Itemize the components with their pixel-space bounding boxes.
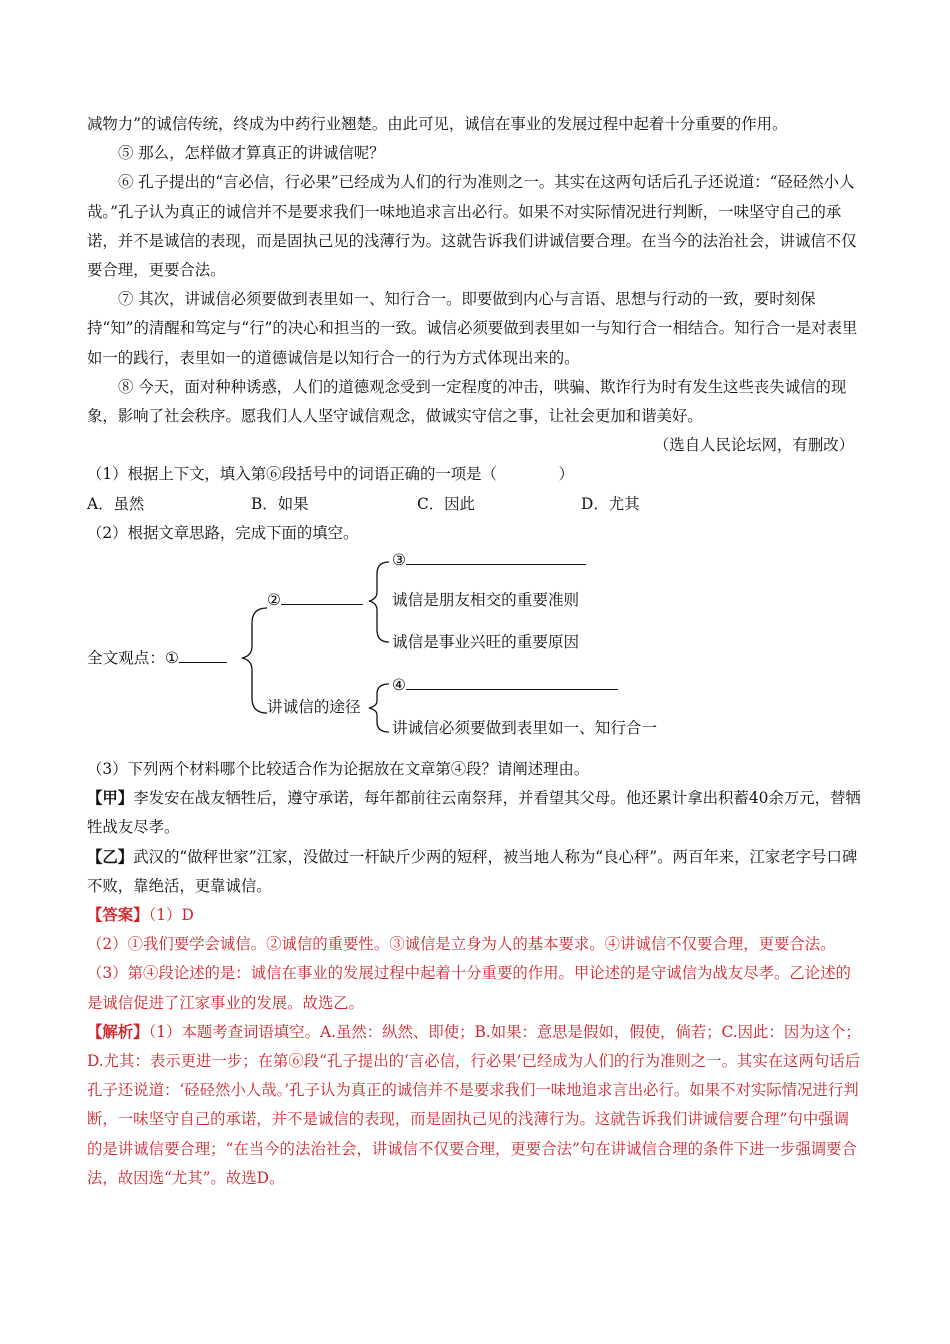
root-label: 全文观点：① <box>87 649 179 668</box>
material-yi-text: 武汉的“做秤世家”江家，没做过一杆缺斤少两的短秤，被当地人称为“良心秤”。两百年来，江家老字号口碑不败，靠绝活，更靠诚信。 <box>87 847 858 895</box>
leaf-3-label: ③ <box>392 551 406 570</box>
material-yi-tag: 【乙】 <box>87 847 134 866</box>
passage-paragraph-5: ⑤ 那么，怎样做才算真正的讲诚信呢？ <box>118 144 385 163</box>
material-jia-tag: 【甲】 <box>87 789 134 808</box>
importance-brace <box>369 562 389 642</box>
analysis-text: （1）本题考查词语填空。A.虽然：纵然、即使；B.如果：意思是假如，假使，倘若；C.因此：因为这个；D.尤其：表示更进一步；在第⑥段“孔子提出的‘言必信，行必果’已经成为人们的行为准则之一。其实在这两句话后孔子还说道：‘硁硁然小人哉。’孔子认为真正的诚信并不是要求我们一味地追求言出必行。如果不对实际情况进行判断，一味坚守自己的承诺，并不是诚信的表现，而是固执己见的浅薄行为。这就告诉我们讲诚信要合理”句中强调的是讲诚信要合理；“在当今的法治社会，讲诚信不仅要合理，更要合法”句在讲诚信合理的条件下进一步强调要合法，故因选“尤其”。故选D。 <box>87 1022 861 1187</box>
answer-1: （1）D <box>148 906 194 925</box>
question-2: （2）根据文章思路，完成下面的填空。 <box>87 523 359 542</box>
passage-paragraph-7: ⑦ 其次，讲诚信必须要做到表里如一、知行合一。即要做到内心与言语、思想与行动的一致，要时刻保持“知”的清醒和笃定与“行”的决心和担当的一致。诚信必须要做到表里如一与知行合一相结合。知行合一是对表里如一的践行，表里如一的道德诚信是以知行合一的行为方式体现出来的。 <box>87 290 858 367</box>
option-c: C．因此 <box>417 494 475 513</box>
answer-3: （3）第④段论述的是：诚信在事业的发展过程中起着十分重要的作用。甲论述的是守诚信为战友尽孝。乙论述的是诚信促进了江家事业的发展。故选乙。 <box>87 964 851 1012</box>
leaf-friend: 诚信是朋友相交的重要准则 <box>392 591 580 610</box>
blank-4 <box>406 675 618 690</box>
branch-approach: 讲诚信的途径 <box>267 698 361 717</box>
branch-1-label: ② <box>267 591 281 610</box>
material-jia <box>87 784 862 842</box>
option-d: D．尤其 <box>581 494 640 513</box>
analysis-block <box>87 1018 862 1193</box>
leaf-4 <box>392 675 618 695</box>
leaf-4-label: ④ <box>392 676 406 695</box>
passage-source: （选自人民论坛网，有删改） <box>653 436 854 455</box>
approach-brace <box>369 684 389 732</box>
blank-3 <box>406 550 586 565</box>
material-jia-text: 李发安在战友牺牲后，遵守承诺，每年都前往云南祭拜，并看望其父母。他还累计拿出积蓄40余万元，替牺牲战友尽孝。 <box>87 789 861 837</box>
answer-line-1 <box>87 901 862 930</box>
passage-intro: 减物力”的诚信传统，终成为中药行业翘楚。由此可见，诚信在事业的发展过程中起着十分重要的作用。 <box>87 115 788 133</box>
root-viewpoint <box>87 648 227 668</box>
leaf-career: 诚信是事业兴旺的重要原因 <box>392 633 580 652</box>
passage-paragraph-8: ⑧ 今天，面对种种诱惑，人们的道德观念受到一定程度的冲击，哄骗、欺诈行为时有发生这些丧失诚信的现象，影响了社会秩序。愿我们人人坚守诚信观念，做诚实守信之事，让社会更加和谐美好。 <box>87 377 847 426</box>
option-b: B．如果 <box>251 494 309 513</box>
document-page <box>87 110 862 1193</box>
answer-tag: 【答案】 <box>87 906 149 925</box>
root-brace <box>242 608 267 713</box>
blank-2 <box>281 590 363 605</box>
leaf-3 <box>392 550 586 570</box>
question-1-options <box>87 490 862 519</box>
analysis-tag: 【解析】 <box>87 1022 149 1041</box>
passage-paragraph-6: ⑥ 孔子提出的“言必信，行必果”已经成为人们的行为准则之一。其实在这两句话后孔子还说道：“硁硁然小人哉。”孔子认为真正的诚信并不是要求我们一味地追求言出必行。如果不对实际情况进行判断，一味坚守自己的承诺，并不是诚信的表现，而是固执己见的浅薄行为。这就告诉我们讲诚信要合理。在当今的法治社会，讲诚信不仅要合理，更要合法。 <box>87 173 857 280</box>
blank-1 <box>179 648 227 663</box>
question-3: （3）下列两个材料哪个比较适合作为论据放在文章第④段？请阐述理由。 <box>87 760 590 779</box>
branch-importance <box>267 590 363 610</box>
answer-2: （2）①我们要学会诚信。②诚信的重要性。③诚信是立身为人的基本要求。④讲诚信不仅要合理，更要合法。 <box>87 935 836 954</box>
option-a: A．虽然 <box>87 494 145 513</box>
question-1: （1）根据上下文，填入第⑥段括号中的词语正确的一项是（ ） <box>87 465 574 484</box>
thought-map-diagram <box>87 548 862 748</box>
leaf-unity: 讲诚信必须要做到表里如一、知行合一 <box>392 719 658 738</box>
material-yi <box>87 843 862 901</box>
